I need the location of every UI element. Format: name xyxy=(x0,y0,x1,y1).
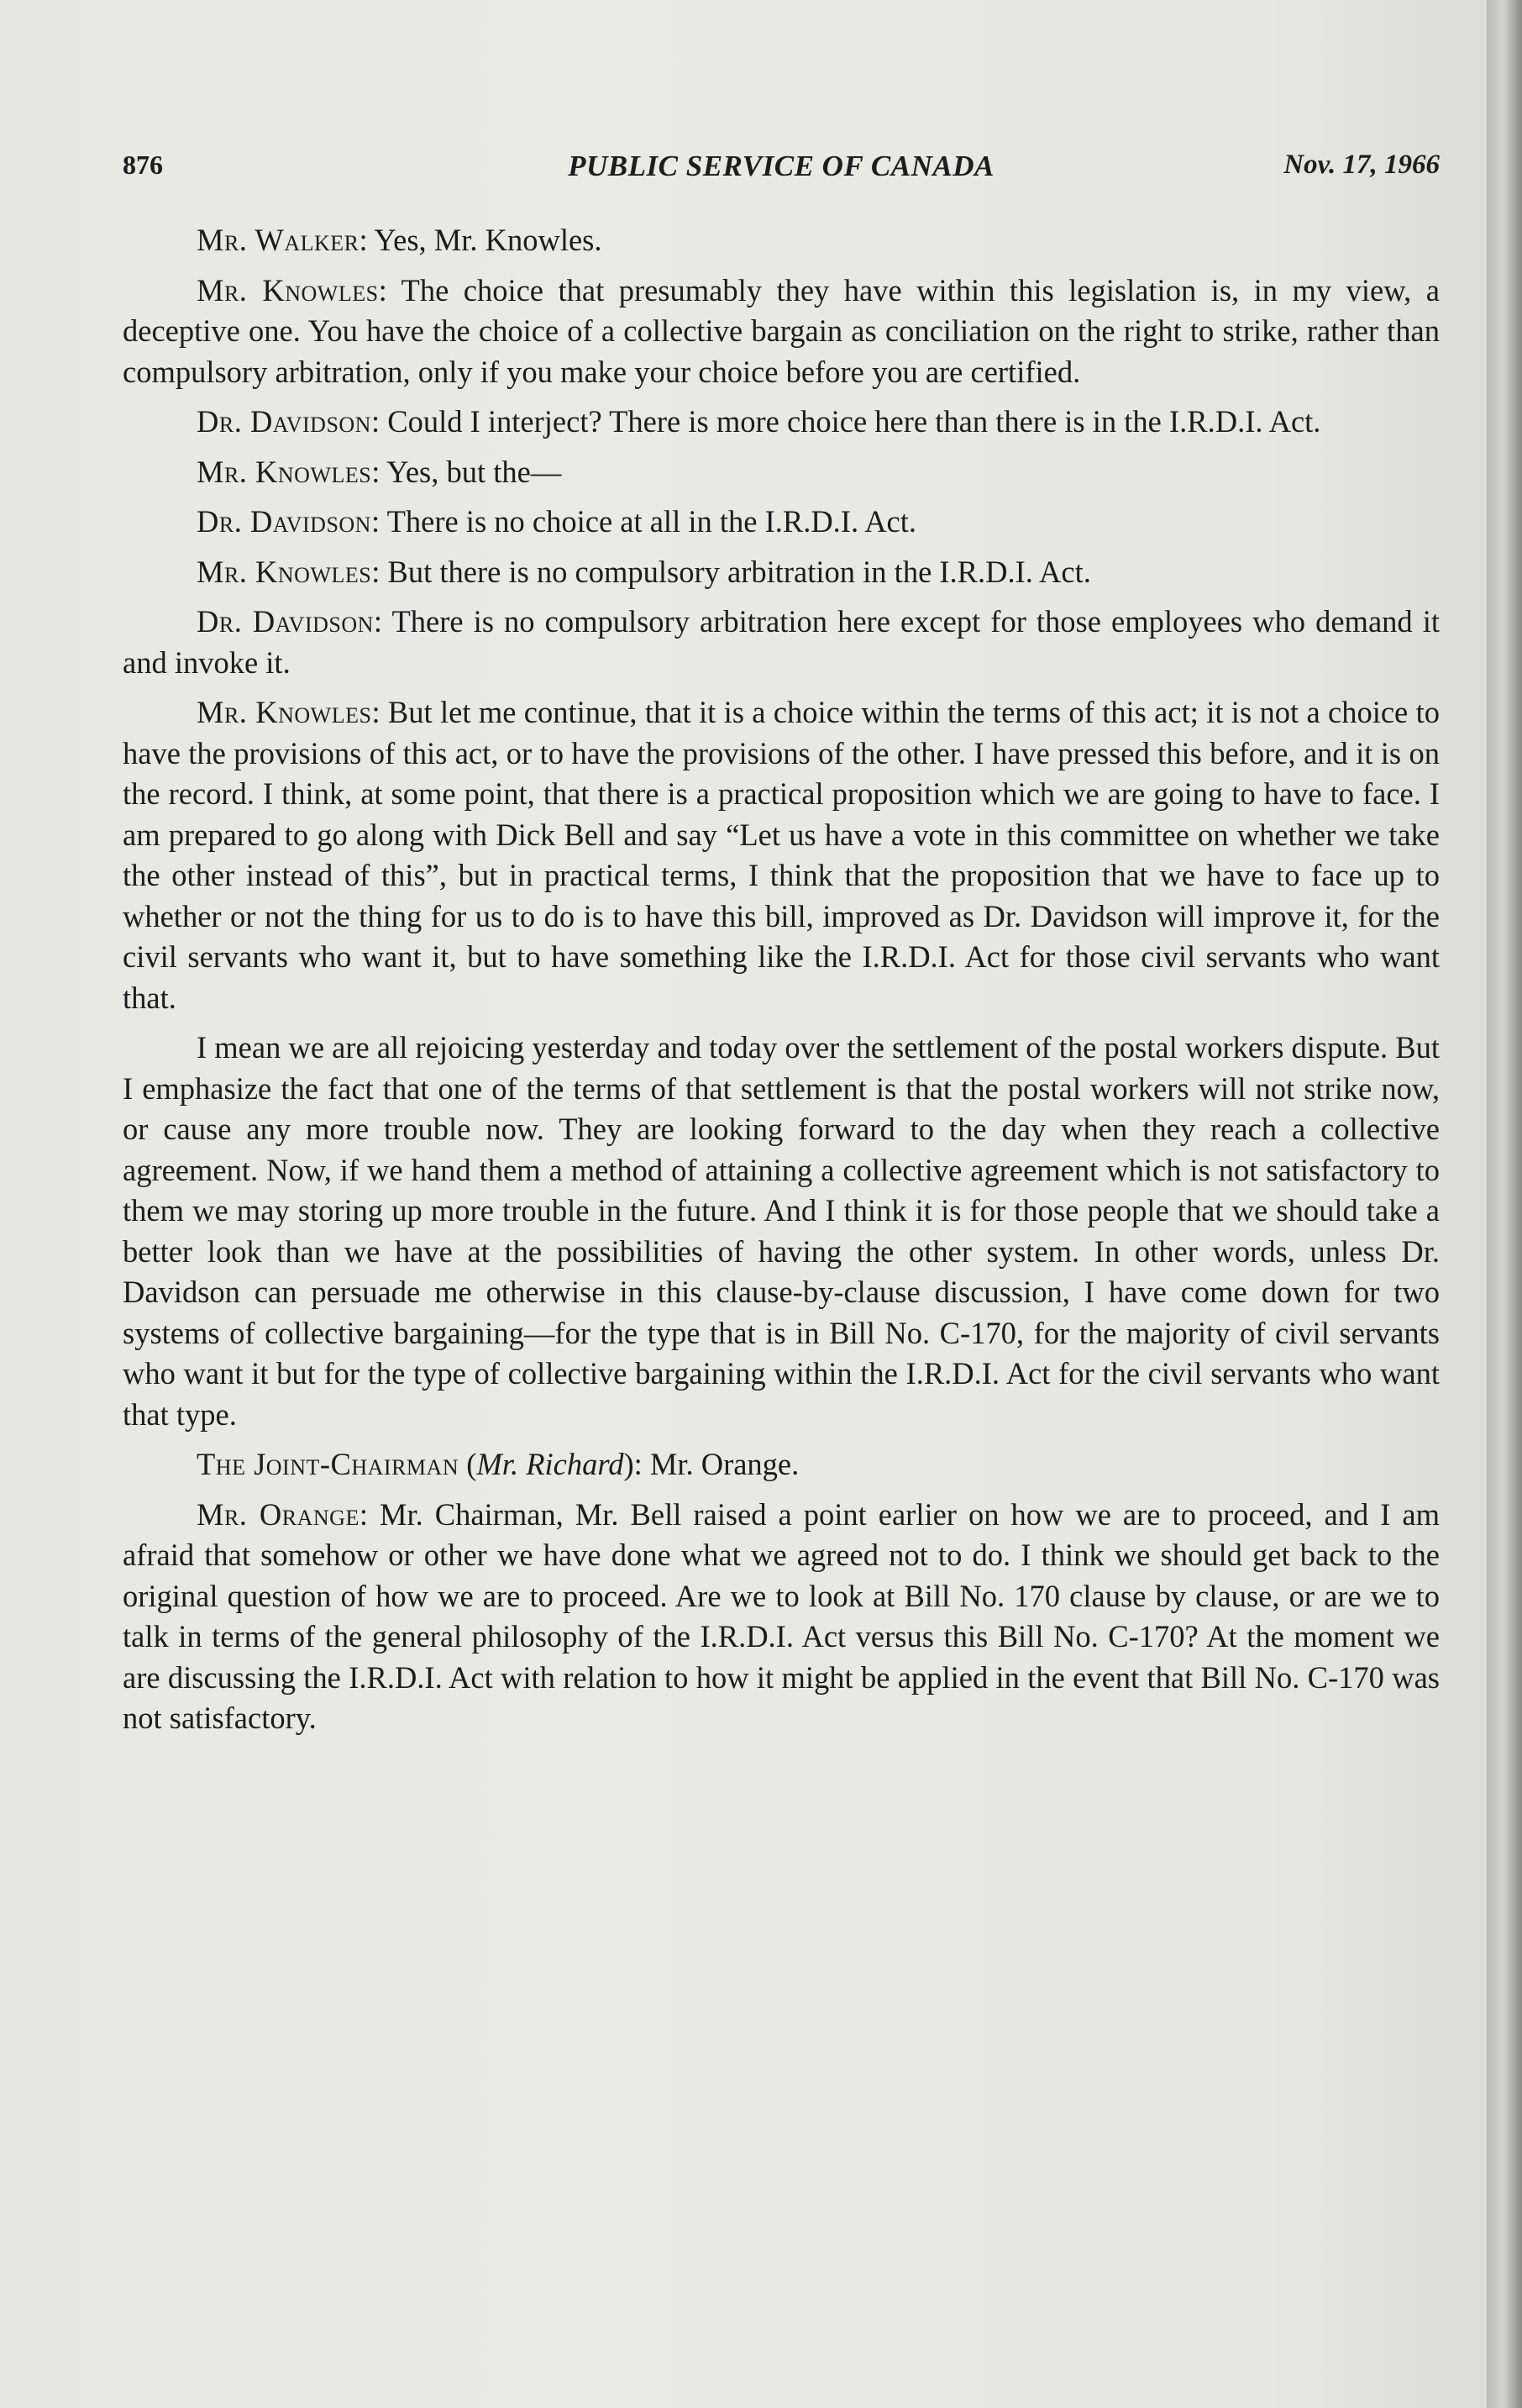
speaker-note: Mr. Richard xyxy=(476,1447,624,1481)
speaker-name: Dr. Davidson xyxy=(197,404,371,439)
speech-paragraph: Dr. Davidson: There is no compulsory arbitration here except for those employees who demand it and invoke it. xyxy=(123,604,1440,680)
speech-paragraph: Mr. Knowles: Yes, but the— xyxy=(197,454,562,489)
page-number: 876 xyxy=(123,150,163,180)
speaker-name: Mr. Orange xyxy=(197,1496,360,1532)
speech-paragraph: Mr. Orange: Mr. Chairman, Mr. Bell raised a point earlier on how we are to proceed, and I am afraid that somehow or other we have done what we agreed not to do. I think we should get back to the original question of how we are to proceed. Are we to look at Bill No. 170 clause by clause, or are we to talk in terms of the general philosophy of the I.R.D.I. Act versus this Bill No. C-170? At the moment we are discussing the I.R.D.I. Act with relation to how it might be applied in the event that Bill No. C-170 was not satisfactory. xyxy=(123,1496,1440,1735)
continuation-paragraph xyxy=(123,1028,1440,1435)
speech-text: The choice that presumably they have within this legislation is, in my view, a deceptive one. You have the choice of a collective bargain as conciliation on the right to strike, rather than compulsory arbitration, only if you make your choice before you are certified. xyxy=(123,272,1440,389)
running-title: PUBLIC SERVICE OF CANADA xyxy=(568,150,995,182)
speech-paragraph: Mr. Knowles: But there is no compulsory arbitration in the I.R.D.I. Act. xyxy=(197,554,1091,589)
speaker-name: Mr. Knowles xyxy=(197,554,372,589)
speaker-name: Mr. Knowles xyxy=(197,695,372,729)
speaker-name: Dr. Davidson xyxy=(197,604,374,639)
speech-paragraph: Mr. Knowles: The choice that presumably they have within this legislation is, in my view, a deceptive one. You have the choice of a collective bargain as conciliation on the right to strike, rather than compulsory arbitration, only if you make your choice before you are certified. xyxy=(123,272,1440,389)
speech-paragraph: Dr. Davidson: Could I interject? There is more choice here than there is in the I.R.D.I. Act. xyxy=(197,404,1321,439)
header-date: Nov. 17, 1966 xyxy=(1283,150,1440,180)
book-spine-edge xyxy=(1487,0,1522,2408)
speech-text: But there is no compulsory arbitration in the I.R.D.I. Act. xyxy=(387,554,1091,589)
speech-text: I mean we are all rejoicing yesterday and today over the settlement of the postal workers dispute. But I emphasize the fact that one of the terms of that settlement is that the postal workers will not strike now, or cause any more trouble now. They are looking forward to the day when they reach a collective agreement. Now, if we hand them a method of attaining a collective agreement which is not satisfactory to them we may storing up more trouble in the future. And I think it is for those people that we should take a better look than we have at the possibilities of having the other system. In other words, unless Dr. Davidson can persuade me otherwise in this clause-by-clause discussion, I have come down for two systems of collective bargaining—for the type that is in Bill No. C-170, for the majority of civil servants who want it but for the type of collective bargaining within the I.R.D.I. Act for the civil servants who want that type. xyxy=(123,1030,1440,1432)
speech-text: There is no choice at all in the I.R.D.I. Act. xyxy=(386,504,917,539)
speaker-name: Mr. Walker xyxy=(197,223,360,257)
speaker-name: Dr. Davidson xyxy=(197,504,371,539)
speech-text: Mr. Chairman, Mr. Bell raised a point earlier on how we are to proceed, and I am afraid that somehow or other we have done what we agreed not to do. I think we should get back to the original question of how we are to proceed. Are we to look at Bill No. 170 clause by clause, or are we to talk in terms of the general philosophy of the I.R.D.I. Act versus this Bill No. C-170? At the moment we are discussing the I.R.D.I. Act with relation to how it might be applied in the event that Bill No. C-170 was not satisfactory. xyxy=(123,1496,1440,1735)
page-header xyxy=(123,150,1440,192)
speech-text: There is no compulsory arbitration here except for those employees who demand it and invoke it. xyxy=(123,604,1440,680)
speech-paragraph: Mr. Knowles: But let me continue, that it is a choice within the terms of this act; it is not a choice to have the provisions of this act, or to have the provisions of the other. I have pressed this before, and it is on the record. I think, at some point, that there is a practical proposition which we are going to have to face. I am prepared to go along with Dick Bell and say “Let us have a vote in this committee on whether we take the other instead of this”, but in practical terms, I think that the proposition that we have to face up to whether or not the thing for us to do is to have this bill, improved as Dr. Davidson will improve it, for the civil servants who want it, but to have something like the I.R.D.I. Act for those civil servants who want that. xyxy=(123,695,1440,1015)
speech-text: But let me continue, that it is a choice within the terms of this act; it is not a choice to have the provisions of this act, or to have the provisions of the other. I have pressed this before, and it is on the record. I think, at some point, that there is a practical proposition which we are going to have to face. I am prepared to go along with Dick Bell and say “Let us have a vote in this committee on whether we take the other instead of this”, but in practical terms, I think that the proposition that we have to face up to whether or not the thing for us to do is to have this bill, improved as Dr. Davidson will improve it, for the civil servants who want it, but to have something like the I.R.D.I. Act for those civil servants who want that. xyxy=(123,695,1440,1015)
speech-text: Yes, but the— xyxy=(386,454,562,489)
speech-paragraph: The Joint-Chairman (Mr. Richard): Mr. Orange. xyxy=(197,1447,800,1481)
speaker-name: The Joint-Chairman xyxy=(197,1447,459,1481)
speaker-name: Mr. Knowles xyxy=(197,272,379,308)
transcript-body xyxy=(123,220,1440,1748)
speech-text: Could I interject? There is more choice here than there is in the I.R.D.I. Act. xyxy=(387,404,1321,439)
speech-paragraph: Mr. Walker: Yes, Mr. Knowles. xyxy=(197,223,602,257)
speaker-name: Mr. Knowles xyxy=(197,454,372,489)
speech-text: Yes, Mr. Knowles. xyxy=(374,223,602,257)
speech-paragraph: Dr. Davidson: There is no choice at all in the I.R.D.I. Act. xyxy=(197,504,917,539)
speech-text: Mr. Orange. xyxy=(649,1447,800,1481)
